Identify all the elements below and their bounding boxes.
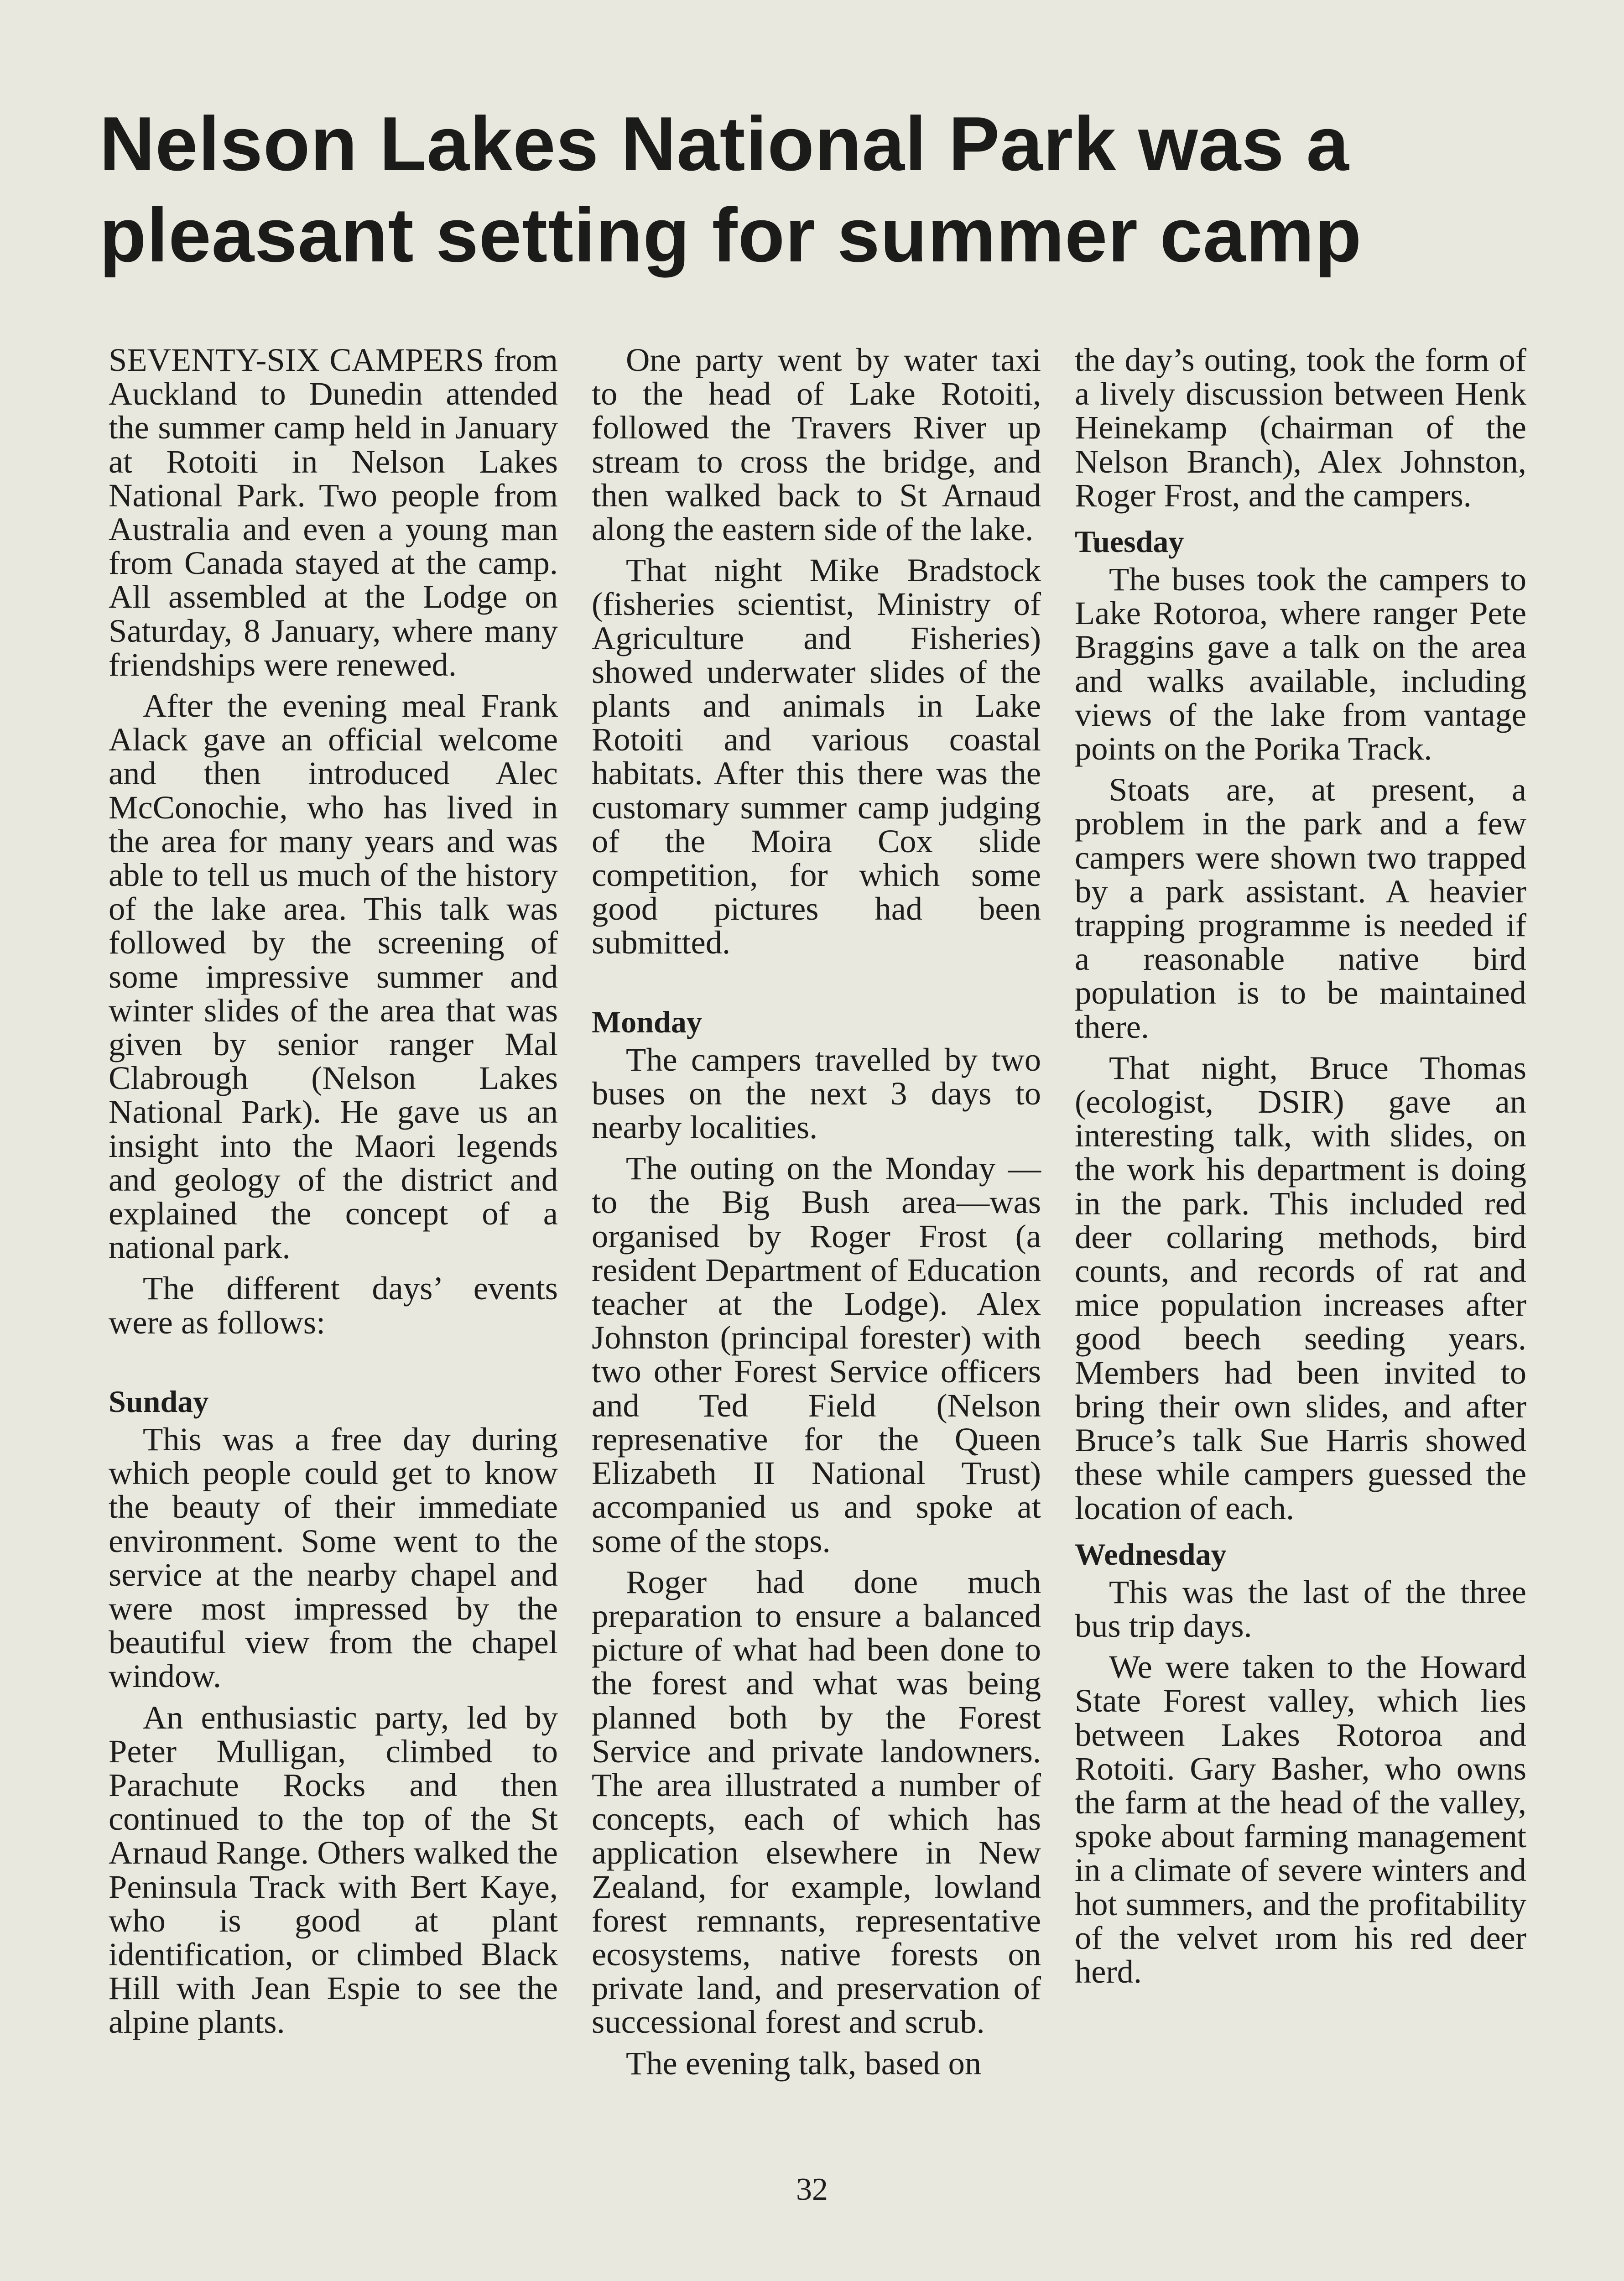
section-heading-sunday: Sunday <box>109 1384 209 1419</box>
section-heading-tuesday: Tuesday <box>1075 524 1184 559</box>
paragraph: This was the last of the three bus trip days. <box>1075 1573 1526 1644</box>
column-2 <box>592 343 1041 2088</box>
column-1 <box>109 343 558 2047</box>
paragraph: The campers travelled by two buses on the next 3 days to nearby localities. <box>592 1041 1041 1146</box>
section-heading-monday: Monday <box>592 1004 702 1039</box>
paragraph: This was a free day during which people could get to know the beauty of their immediate environment. Some went to the service at the nearby chapel and were most impressed by the beautiful view from the chapel window. <box>109 1420 558 1695</box>
column-3 <box>1075 343 1526 1996</box>
section-heading-wednesday: Wednesday <box>1075 1536 1227 1572</box>
paragraph: We were taken to the Howard State Forest valley, which lies between Lakes Rotoroa and Rotoiti. Gary Basher, who owns the farm at the head of the valley, spoke about farming management in a climate of severe winters and hot summers, and the profitability of the velvet ırom his red deer herd. <box>1075 1648 1526 1990</box>
paragraph: SEVENTY-SIX CAMPERS from Auckland to Dunedin attended the summer camp held in January at Rotoiti in Nelson Lakes National Park. Two people from Australia and even a young man from Canada stayed at the camp. All assembled at the Lodge on Saturday, 8 January, where many friendships were renewed. <box>109 341 558 683</box>
paragraph: The outing on the Monday — to the Big Bush area—was organised by Roger Frost (a resident Department of Education teacher at the Lodge). Alex Johnston (principal forester) with two other Forest Service officers and Ted Field (Nelson represenative for the Queen Elizabeth II National Trust) accompanied us and spoke at some of the stops. <box>592 1150 1041 1559</box>
paragraph: One party went by water taxi to the head of Lake Rotoiti, followed the Travers River up stream to cross the bridge, and then walked back to St Arnaud along the eastern side of the lake. <box>592 341 1041 548</box>
paragraph: The evening talk, based on <box>626 2044 982 2082</box>
page-number: 32 <box>796 2172 828 2207</box>
paragraph: That night, Bruce Thomas (ecologist, DSIR) gave an interesting talk, with slides, on the work his department is doing in the park. This included red deer collaring methods, bird counts, and records of rat and mice population increases after good beech seeding years. Members had been invited to bring their own slides, and after Bruce’s talk Sue Harris showed these while campers guessed the location of each. <box>1075 1049 1526 1526</box>
paragraph: the day’s outing, took the form of a lively discussion between Henk Heinekamp (chairman of the Nelson Branch), Alex Johnston, Roger Frost, and the campers. <box>1075 341 1526 514</box>
paragraph: An enthusiastic party, led by Peter Mulligan, climbed to Parachute Rocks and then continued to the top of the St Arnaud Range. Others walked the Peninsula Track with Bert Kaye, who is good at plant identification, or climbed Black Hill with Jean Espie to see the alpine plants. <box>109 1698 558 2041</box>
paragraph: That night Mike Bradstock (fisheries scientist, Ministry of Agriculture and Fisheries) showed underwater slides of the plants and animals in Lake Rotoiti and various coastal habitats. After this there was the customary summer camp judging of the Moira Cox slide competition, for which some good pictures had been submitted. <box>592 552 1041 961</box>
paragraph: Roger had done much preparation to ensure a balanced picture of what had been done to the forest and what was being planned both by the Forest Service and private landowners. The area illustrated a number of concepts, each of which has application elsewhere in New Zealand, for example, lowland forest remnants, representative ecosystems, native forests on private land, and preservation of successional forest and scrub. <box>592 1563 1041 2041</box>
paragraph: After the evening meal Frank Alack gave an official welcome and then introduced Alec McConochie, who has lived in the area for many years and was able to tell us much of the history of the lake area. This talk was followed by the screening of some impressive summer and winter slides of the area that was given by senior ranger Mal Clabrough (Nelson Lakes National Park). He gave us an insight into the Maori legends and geology of the district and explained the concept of a national park. <box>109 687 558 1266</box>
paragraph: The different days’ events were as follows: <box>109 1270 558 1341</box>
paragraph: The buses took the campers to Lake Rotoroa, where ranger Pete Braggins gave a talk on the area and walks available, including views of the lake from vantage points on the Porika Track. <box>1075 561 1526 767</box>
headline: Nelson Lakes National Park was a pleasant setting for summer camp <box>99 101 1362 278</box>
paragraph: Stoats are, at present, a problem in the park and a few campers were shown two trapped by a park assistant. A heavier trapping programme is needed if a reasonable native bird population is to be maintained there. <box>1075 771 1526 1045</box>
